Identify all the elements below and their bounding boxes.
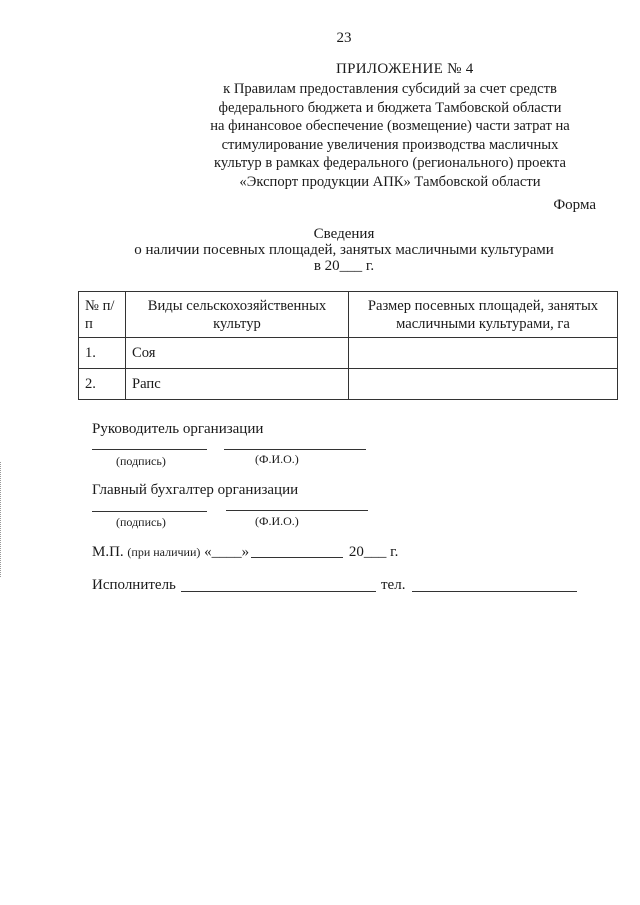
- form-label: Форма: [553, 197, 596, 213]
- table-row: [79, 369, 618, 400]
- head-signature-line[interactable]: [92, 449, 207, 450]
- crops-table: [78, 291, 618, 400]
- row-number: 2.: [79, 369, 126, 400]
- column-header-area: Размер посевных площадей, занятых масличными культурами, га: [349, 292, 618, 338]
- subtitle-line: «Экспорт продукции АПК» Тамбовской области: [239, 173, 541, 190]
- row-crop: Рапс: [126, 369, 349, 400]
- stamp-prefix: М.П.: [92, 544, 124, 560]
- date-day[interactable]: «____»: [204, 544, 250, 560]
- column-header-number: № п/п: [79, 292, 126, 338]
- subtitle-line: стимулирование увеличения производства масличных: [221, 136, 559, 153]
- column-header-crop: Виды сельскохозяйственных культур: [126, 292, 349, 338]
- accountant-name-line[interactable]: [226, 510, 368, 511]
- phone-label: тел.: [381, 577, 406, 593]
- accountant-signature-caption: (подпись): [116, 515, 166, 529]
- heading-subject: о наличии посевных площадей, занятых масличными культурами: [134, 242, 554, 258]
- page-number: 23: [336, 30, 352, 46]
- document-heading: [0, 226, 640, 274]
- subtitle-line: на финансовое обеспечение (возмещение) части затрат на: [210, 118, 570, 134]
- subtitle-line: федерального бюджета и бюджета Тамбовской области: [218, 99, 562, 116]
- stamp-note: (при наличии): [127, 545, 201, 559]
- accountant-signature-line[interactable]: [92, 511, 207, 512]
- date-year[interactable]: 20___ г.: [348, 544, 399, 560]
- phone-line[interactable]: [412, 591, 577, 592]
- appendix-subtitle: [190, 80, 590, 191]
- heading-year: в 20___ г.: [313, 258, 375, 274]
- accountant-name-caption: (Ф.И.О.): [255, 514, 299, 528]
- subtitle-line: культур в рамках федерального (регионального) проекта: [214, 155, 566, 171]
- date-month-line[interactable]: [251, 557, 343, 558]
- accountant-title: Главный бухгалтер организации: [92, 482, 299, 498]
- row-number: 1.: [79, 338, 126, 369]
- head-name-line[interactable]: [224, 449, 366, 450]
- head-signature-caption: (подпись): [116, 454, 166, 468]
- heading-title: Сведения: [313, 226, 375, 242]
- table-header-row: [79, 292, 618, 338]
- row-area-cell[interactable]: [349, 338, 618, 369]
- row-area-cell[interactable]: [349, 369, 618, 400]
- stamp-date-line: [92, 544, 398, 561]
- head-title: Руководитель организации: [92, 421, 264, 437]
- table-row: [79, 338, 618, 369]
- scan-edge-mark: [0, 462, 3, 577]
- row-crop: Соя: [126, 338, 349, 369]
- appendix-title: ПРИЛОЖЕНИЕ № 4: [336, 61, 474, 77]
- head-name-caption: (Ф.И.О.): [255, 452, 299, 466]
- subtitle-line: к Правилам предоставления субсидий за счет средств: [223, 81, 557, 97]
- executor-label: Исполнитель: [92, 577, 176, 593]
- executor-line[interactable]: [181, 591, 376, 592]
